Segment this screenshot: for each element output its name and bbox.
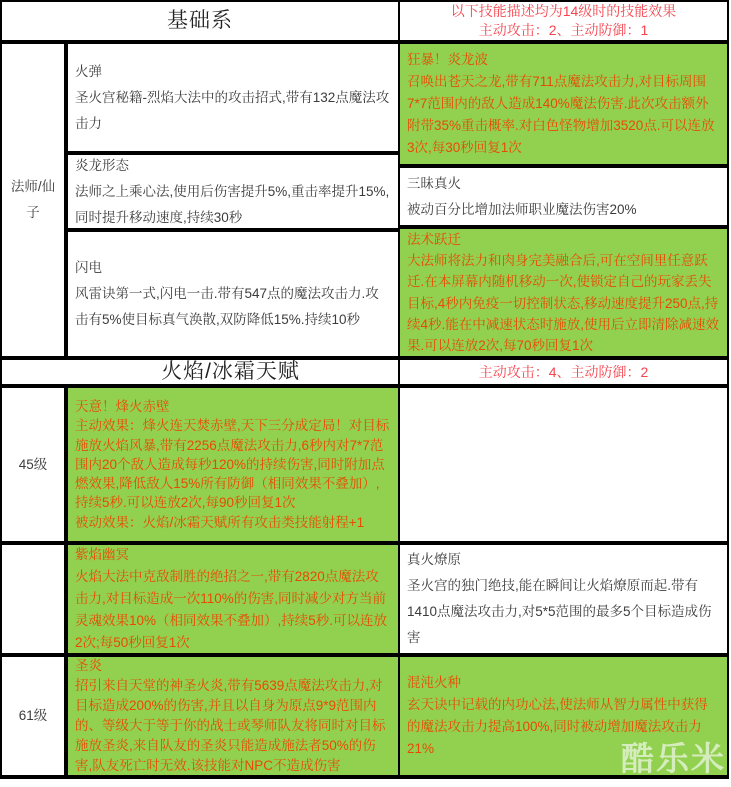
section1-note-line2: 主动攻击：2、主动防御：1 bbox=[478, 22, 649, 38]
skill-name: 圣炎 bbox=[75, 658, 102, 673]
skill-name: 三昧真火 bbox=[407, 175, 461, 191]
skill-cell-fire-bullet bbox=[68, 44, 398, 151]
section1-note-line1: 以下技能描述均为14级时的技能效果 bbox=[450, 3, 677, 19]
skill-desc: 法师之上乘心法,使用后伤害提升5%,重击率提升15%,同时提升移动速度,持续30秒 bbox=[75, 183, 390, 225]
level-label-45: 45级 bbox=[2, 388, 64, 541]
skill-desc: 风雷诀第一式,闪电一击.带有547点的魔法攻击力.攻击有5%使目标真气涣散,双防降低15%.持续10秒 bbox=[75, 286, 379, 327]
skill-desc-active: 主动效果：烽火连天焚赤壁,天下三分成定局！对目标施放火焰风暴,带有2256点魔法攻击力,6秒内对7*7范围内20个敌人造成每秒120%的持续伤害,同时附加点燃效果,降低敌人15%所有防御（相同效果不叠加）,持续5秒.可以连放2次,每90秒回复1次 bbox=[75, 418, 390, 511]
skill-name: 真火燎原 bbox=[407, 552, 461, 567]
skill-cell-lightning bbox=[68, 232, 398, 356]
skill-name: 法术跃迁 bbox=[407, 231, 461, 247]
section2-note: 主动攻击：4、主动防御：2 bbox=[400, 360, 727, 384]
skill-name: 炎龙形态 bbox=[75, 157, 129, 173]
skill-cell-spell-leap bbox=[400, 229, 727, 356]
skill-name: 狂暴！炎龙波 bbox=[407, 52, 488, 67]
skill-name: 火弹 bbox=[75, 63, 102, 79]
skill-name: 闪电 bbox=[75, 260, 102, 275]
skill-name: 天意！烽火赤壁 bbox=[75, 399, 170, 415]
section1-note bbox=[400, 2, 727, 40]
site-watermark: 酷乐米 bbox=[621, 740, 726, 777]
class-label-mage-fairy: 法师/仙子 bbox=[2, 44, 64, 356]
skill-desc: 召唤出苍天之龙,带有711点魔法攻击力,对目标周围7*7范围内的敌人造成140%魔法伤害.此次攻击额外附带35%重击概率.对白色怪物增加3520点.可以连放3次,每30秒回复1次 bbox=[407, 74, 715, 155]
skill-cell-dragon-wave bbox=[400, 44, 727, 164]
skill-desc: 玄天诀中记载的内功心法,使法师从智力属性中获得的魔法攻击力提高100%,同时被动增加魔法攻击力21% bbox=[407, 697, 708, 756]
empty-cell bbox=[400, 388, 727, 541]
skill-cell-beacon-red-cliff bbox=[68, 388, 398, 541]
skill-desc: 大法师将法力和肉身完美融合后,可在空间里任意跃迁.在本屏幕内随机移动一次,使锁定自己的玩家丢失目标,4秒内免疫一切控制状态,移动速度提升250点,持续4秒.能在中减速状态时施放,使用后立即清除减速效果.可以连放2次,每70秒回复1次 bbox=[407, 252, 720, 354]
level-label-61: 61级 bbox=[2, 657, 64, 775]
skill-desc: 圣火宫的独门绝技,能在瞬间让火焰燎原而起.带有1410点魔法攻击力,对5*5范围的最多5个目标造成伤害 bbox=[407, 578, 712, 645]
skill-cell-holy-flame bbox=[68, 657, 398, 775]
level-label-empty bbox=[2, 545, 64, 653]
skill-cell-prairie-fire bbox=[400, 545, 727, 653]
skill-desc-passive: 被动效果：火焰/冰霜天赋所有攻击类技能射程+1 bbox=[75, 514, 365, 530]
skill-cell-samadhi-fire bbox=[400, 168, 727, 225]
skill-desc: 被动百分比增加法师职业魔法伤害20% bbox=[407, 201, 637, 217]
skill-desc: 圣火宫秘籍-烈焰大法中的攻击招式,带有132点魔法攻击力 bbox=[75, 89, 390, 131]
section1-title: 基础系 bbox=[2, 2, 398, 40]
skill-name: 紫焰幽冥 bbox=[75, 547, 129, 562]
skill-desc: 招引来自天堂的神圣火炎,带有5639点魔法攻击力,对目标造成200%的伤害,并且以自身为原点9*9范围内的、等级大于等于你的战士或琴师队友将同时对目标施放圣炎,来自队友的圣炎只能造成施法者50%的伤害,队友死亡时无效.该技能对NPC不造成伤害 bbox=[75, 678, 386, 773]
skill-cell-purple-flame bbox=[68, 545, 398, 653]
skill-name: 混沌火种 bbox=[407, 675, 461, 690]
skill-cell-dragon-form bbox=[68, 155, 398, 228]
section2-title: 火焰/冰霜天赋 bbox=[2, 360, 398, 384]
skill-desc: 火焰大法中克敌制胜的绝招之一,带有2820点魔法攻击力,对目标造成一次110%的伤害,同时减少对方当前灵魂效果10%（相同效果不叠加）,持续5秒.可以连放2次;每50秒回复1次 bbox=[75, 569, 388, 650]
